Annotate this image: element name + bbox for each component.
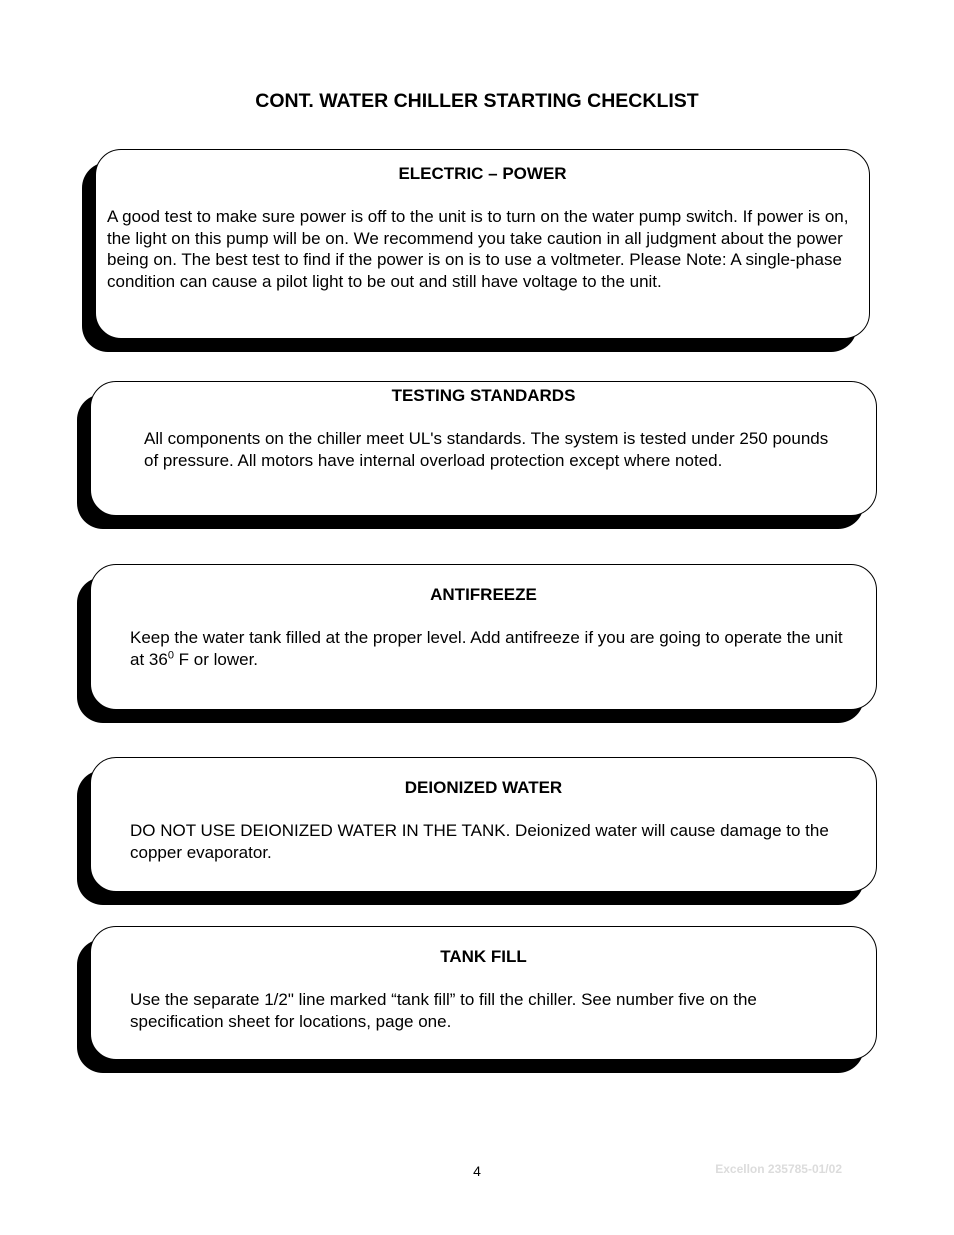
antifreeze-text-end: F or lower. [173,649,259,669]
electric-power-box [95,149,870,339]
antifreeze-text-start: Keep the water tank filled at the proper level. Add antifreeze if you are going to operate the unit at 36 [130,628,843,669]
page-number: 4 [473,1163,481,1179]
deionized-water-box [90,757,877,892]
document-code: Excellon 235785-01/02 [715,1162,842,1176]
degree-superscript: 0 [167,648,174,661]
testing-standards-heading: TESTING STANDARDS [391,386,576,405]
electric-power-heading: ELECTRIC – POWER [398,164,567,183]
testing-standards-text: All components on the chiller meet UL's standards. The system is tested under 250 pounds of pressure. All motors have internal overload protection except where noted. [144,429,829,470]
tank-fill-heading: TANK FILL [440,947,527,966]
antifreeze-heading: ANTIFREEZE [430,585,537,604]
tank-fill-box [90,926,877,1060]
electric-power-text: A good test to make sure power is off to the unit is to turn on the water pump switch. If power is on, the light on this pump will be on. We recommend you take caution in all judgment about the power being on. The best test to find if the power is on is to use a voltmeter. Please Note: A single-phase condition can cause a pilot light to be out and still have voltage to the unit. [107,207,849,291]
page-title: CONT. WATER CHILLER STARTING CHECKLIST [255,90,699,112]
deionized-water-heading: DEIONIZED WATER [404,778,563,797]
tank-fill-text: Use the separate 1/2" line marked “tank fill” to fill the chiller. See number five on the specification sheet for locations, page one. [130,990,757,1031]
antifreeze-box [90,564,877,710]
testing-standards-box [90,381,877,516]
antifreeze-text [130,627,856,670]
deionized-water-text: DO NOT USE DEIONIZED WATER IN THE TANK. Deionized water will cause damage to the copper evaporator. [130,821,829,862]
